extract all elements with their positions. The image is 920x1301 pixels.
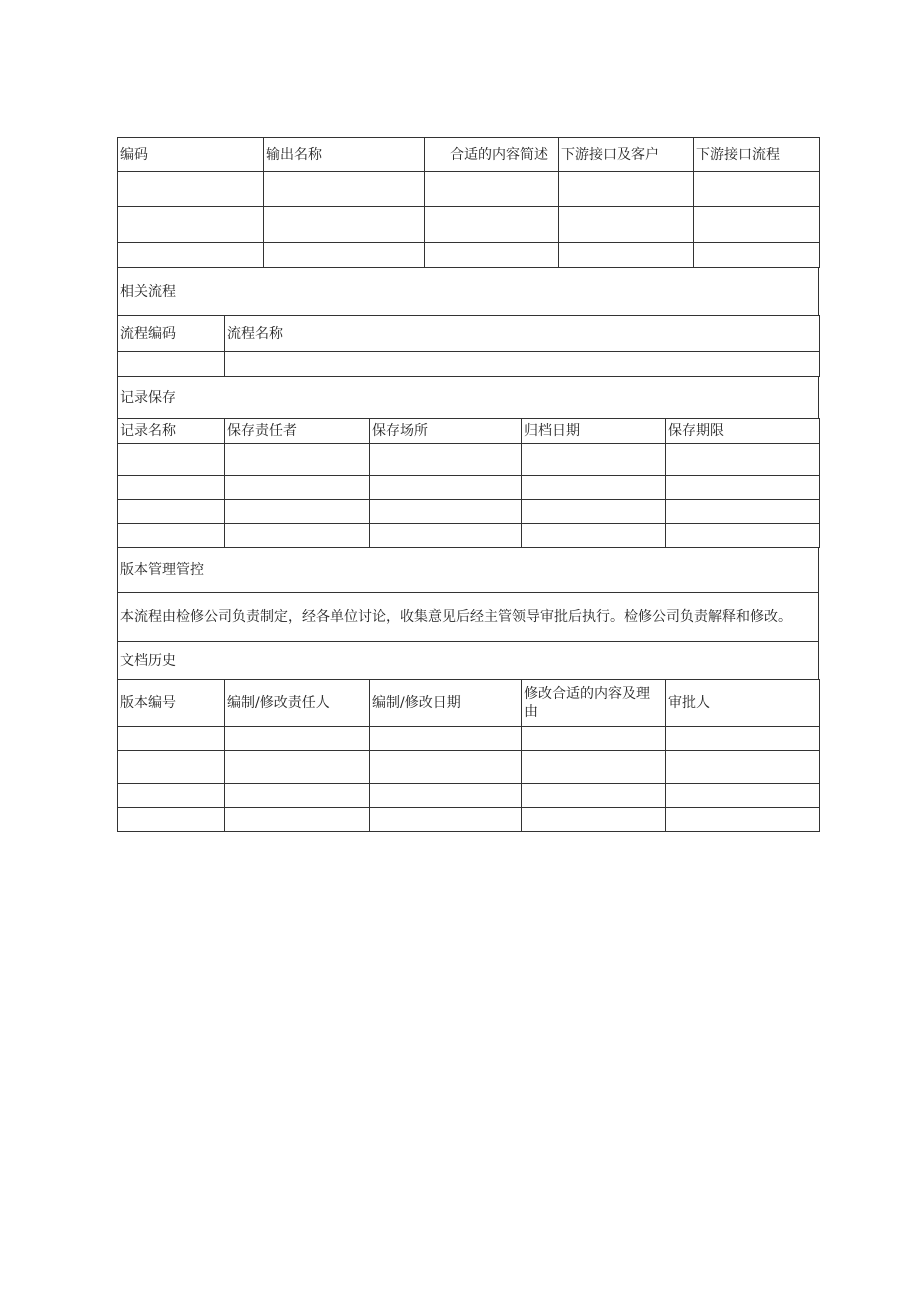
header-keeper: 保存责任者 <box>225 419 370 444</box>
table-cell[interactable] <box>522 808 666 832</box>
table-cell[interactable] <box>522 476 666 500</box>
table-row <box>118 352 820 377</box>
version-control-text-block <box>117 592 819 642</box>
table-cell[interactable] <box>118 784 225 808</box>
table-cell[interactable] <box>666 727 820 751</box>
section-document-history <box>117 641 819 680</box>
header-process-code: 流程编码 <box>118 316 225 352</box>
table-cell[interactable] <box>559 172 694 207</box>
header-archive-date: 归档日期 <box>522 419 666 444</box>
table-row <box>118 500 820 524</box>
table-cell[interactable] <box>666 784 820 808</box>
section-title: 记录保存 <box>118 377 819 419</box>
table-row <box>118 784 820 808</box>
table-cell[interactable] <box>118 727 225 751</box>
version-control-text: 本流程由检修公司负责制定，经各单位讨论，收集意见后经主管领导审批后执行。检修公司负责解释和修改。 <box>118 593 819 642</box>
table-cell[interactable] <box>225 727 370 751</box>
table-cell[interactable] <box>118 808 225 832</box>
table-cell[interactable] <box>225 352 820 377</box>
table-cell[interactable] <box>666 751 820 784</box>
table-cell[interactable] <box>522 751 666 784</box>
table-cell[interactable] <box>425 207 559 243</box>
table-cell[interactable] <box>694 207 820 243</box>
table-cell[interactable] <box>225 784 370 808</box>
document-history-table <box>117 679 820 832</box>
table-row <box>118 727 820 751</box>
table-row <box>118 243 820 268</box>
table-cell[interactable] <box>118 444 225 476</box>
header-edit-date: 编制/修改日期 <box>370 680 522 727</box>
table-row <box>118 207 820 243</box>
section-related-process <box>117 267 819 316</box>
header-change-reason: 修改合适的内容及理由 <box>522 680 666 727</box>
header-downstream-interface-process: 下游接口流程 <box>694 138 820 172</box>
table-cell[interactable] <box>666 524 820 548</box>
table-cell[interactable] <box>370 784 522 808</box>
table-cell[interactable] <box>370 808 522 832</box>
record-keeping-header <box>118 419 820 444</box>
table-cell[interactable] <box>370 751 522 784</box>
header-record-name: 记录名称 <box>118 419 225 444</box>
table-cell[interactable] <box>694 243 820 268</box>
table-cell[interactable] <box>225 476 370 500</box>
table-cell[interactable] <box>118 172 264 207</box>
table-cell[interactable] <box>118 500 225 524</box>
section-record-keeping <box>117 376 819 419</box>
table-cell[interactable] <box>370 476 522 500</box>
table-cell[interactable] <box>370 444 522 476</box>
output-table-header <box>118 138 820 172</box>
table-cell[interactable] <box>666 500 820 524</box>
table-cell[interactable] <box>370 500 522 524</box>
record-keeping-table <box>117 418 820 548</box>
table-cell[interactable] <box>264 243 425 268</box>
table-row <box>118 476 820 500</box>
header-code: 编码 <box>118 138 264 172</box>
table-cell[interactable] <box>225 500 370 524</box>
table-cell[interactable] <box>522 444 666 476</box>
table-cell[interactable] <box>264 172 425 207</box>
table-cell[interactable] <box>370 524 522 548</box>
section-title: 版本管理管控 <box>118 548 819 593</box>
table-cell[interactable] <box>666 476 820 500</box>
table-cell[interactable] <box>118 352 225 377</box>
table-cell[interactable] <box>118 243 264 268</box>
related-process-table <box>117 315 820 377</box>
header-editor: 编制/修改责任人 <box>225 680 370 727</box>
table-cell[interactable] <box>522 524 666 548</box>
header-downstream-interface-customer: 下游接口及客户 <box>559 138 694 172</box>
output-table <box>117 137 820 268</box>
table-cell[interactable] <box>559 243 694 268</box>
section-title: 相关流程 <box>118 268 819 316</box>
table-cell[interactable] <box>425 243 559 268</box>
table-cell[interactable] <box>559 207 694 243</box>
section-title: 文档历史 <box>118 642 819 680</box>
table-cell[interactable] <box>666 808 820 832</box>
section-version-control <box>117 547 819 593</box>
header-version-number: 版本编号 <box>118 680 225 727</box>
table-row <box>118 524 820 548</box>
header-process-name: 流程名称 <box>225 316 820 352</box>
header-content-summary: 合适的内容简述 <box>425 138 559 172</box>
table-cell[interactable] <box>225 808 370 832</box>
table-cell[interactable] <box>425 172 559 207</box>
document-form <box>117 137 819 832</box>
header-storage-place: 保存场所 <box>370 419 522 444</box>
table-cell[interactable] <box>118 524 225 548</box>
table-row <box>118 808 820 832</box>
header-output-name: 输出名称 <box>264 138 425 172</box>
related-process-header <box>118 316 820 352</box>
table-row <box>118 751 820 784</box>
table-cell[interactable] <box>694 172 820 207</box>
header-approver: 审批人 <box>666 680 820 727</box>
table-cell[interactable] <box>522 500 666 524</box>
table-cell[interactable] <box>370 727 522 751</box>
table-cell[interactable] <box>118 751 225 784</box>
table-cell[interactable] <box>522 727 666 751</box>
table-cell[interactable] <box>666 444 820 476</box>
table-cell[interactable] <box>225 444 370 476</box>
header-retention-period: 保存期限 <box>666 419 820 444</box>
table-cell[interactable] <box>522 784 666 808</box>
table-cell[interactable] <box>225 751 370 784</box>
table-row <box>118 444 820 476</box>
table-cell[interactable] <box>264 207 425 243</box>
table-row <box>118 172 820 207</box>
table-cell[interactable] <box>118 207 264 243</box>
document-history-header <box>118 680 820 727</box>
table-cell[interactable] <box>118 476 225 500</box>
table-cell[interactable] <box>225 524 370 548</box>
